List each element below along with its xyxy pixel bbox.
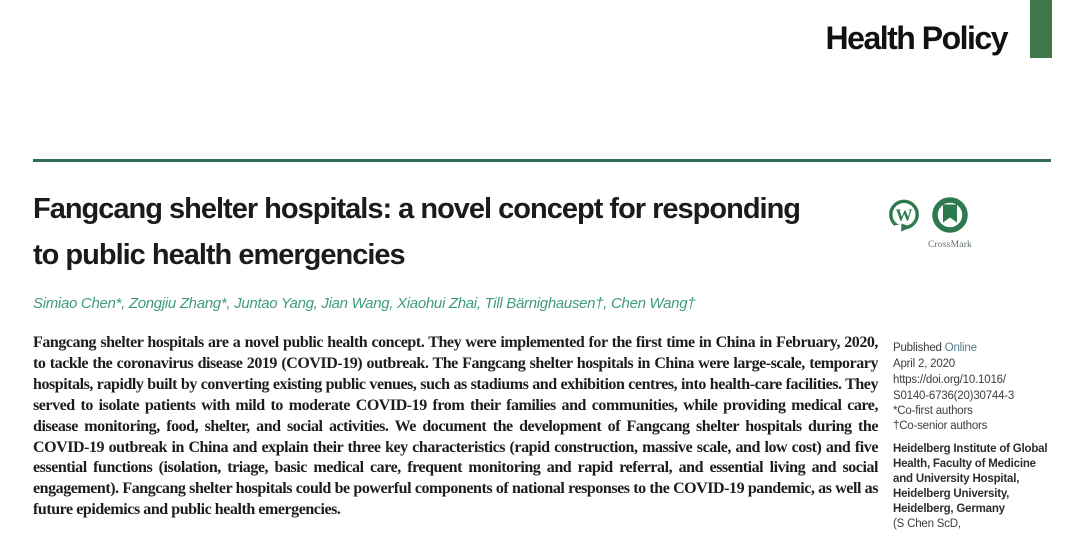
affiliation-line: Heidelberg University, xyxy=(893,488,1010,500)
affiliation-line: and University Hospital, xyxy=(893,473,1020,485)
crossmark-badge[interactable] xyxy=(924,195,976,250)
crossmark-icon xyxy=(930,195,970,235)
online-label: Online xyxy=(944,342,977,354)
author-byline: Simiao Chen*, Zongjiu Zhang*, Juntao Yang, Jian Wang, Xiaohui Zhai, Till Bärnighausen†, Chen Wang† xyxy=(33,295,696,312)
affiliation-line: Heidelberg, Germany xyxy=(893,503,1005,515)
w-circle-arrow-icon[interactable] xyxy=(886,197,923,239)
masthead-green-bar xyxy=(1030,0,1052,58)
affiliation-block xyxy=(893,442,1068,532)
affiliation-line: Health, Faculty of Medicine xyxy=(893,458,1036,470)
journal-section-title: Health Policy xyxy=(825,20,1007,56)
published-date: April 2, 2020 xyxy=(893,358,955,370)
published-online-line xyxy=(893,340,1068,356)
article-title-line1: Fangcang shelter hospitals: a novel concept for responding xyxy=(33,193,801,225)
cosenior-authors-note: †Co-senior authors xyxy=(893,420,988,432)
svg-text:W: W xyxy=(895,205,913,225)
margin-sidebar xyxy=(893,340,1068,532)
published-label: Published xyxy=(893,342,945,354)
crossmark-label: CrossMark xyxy=(927,240,973,250)
affiliation-line: Heidelberg Institute of Global xyxy=(893,443,1048,455)
section-divider-rule xyxy=(33,159,1051,162)
cofirst-authors-note: *Co-first authors xyxy=(893,405,973,417)
affiliation-contact: (S Chen ScD, xyxy=(893,518,961,530)
doi-link-line2[interactable]: S0140-6736(20)30744-3 xyxy=(893,390,1015,402)
article-title xyxy=(33,186,913,278)
abstract-text: Fangcang shelter hospitals are a novel public health concept. They were implemented for the first time in China in February, 2020, to tackle the coronavirus disease 2019 (COVID-19) outbreak. The Fangcang shelter hospitals in China were large-scale, temporary hospitals, rapidly built by converting existing public venues, such as stadiums and exhibition centres, into health-care facilities. They served to isolate patients with mild to moderate COVID-19 from their families and communities, while providing medical care, disease monitoring, food, shelter, and social activities. We document the development of Fangcang shelter hospitals during the COVID-19 outbreak in China and explain their three key characteristics (rapid construction, massive scale, and low cost) and five essential functions (isolation, triage, basic medical care, frequent monitoring and rapid referral, and essential living and social engagement). Fangcang shelter hospitals could be powerful components of national responses to the COVID-19 pandemic, as well as future epidemics and public health emergencies. xyxy=(33,334,878,519)
doi-link-line1[interactable]: https://doi.org/10.1016/ xyxy=(893,374,1006,386)
article-title-line2: to public health emergencies xyxy=(33,239,405,271)
w-circle-arrow-svg xyxy=(886,197,923,234)
